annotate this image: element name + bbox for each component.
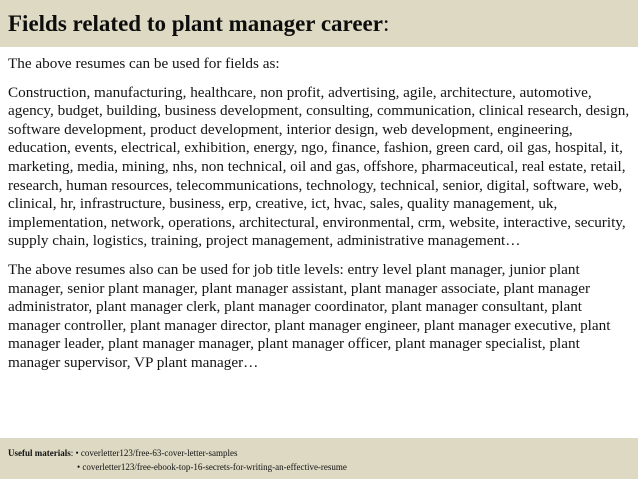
useful-materials-label: Useful materials [8,448,71,458]
slide-title [8,11,389,37]
useful-link-cover-letter-samples[interactable]: • coverletter123/free-63-cover-letter-samples [75,448,238,458]
footer [8,448,632,472]
slide-title-text: Fields related to plant manager career [8,11,383,36]
job-levels-text: The above resumes also can be used for job title levels: entry level plant manager, junior plant manager, senior plant manager, plant manager assistant, plant manager associate, plant manager administrator, plant manager clerk, plant manager coordinator, plant manager consultant, plant manager controller, plant manager director, plant manager engineer, plant manager executive, plant manager leader, plant manager manager, plant manager officer, plant manager specialist, plant manager supervisor, VP plant manager… [8,260,611,371]
useful-materials-row [8,448,237,459]
slide-content [8,55,632,373]
slide-title-colon: : [382,11,390,36]
fields-list-text: Construction, manufacturing, healthcare, non profit, advertising, agile, architecture, automotive, agency, budget, building, business development, consulting, communication, clinical research, design, software development, product development, interior design, web development, engineering, education, events, electrical, exhibition, energy, ngo, finance, fashion, green card, oil gas, hospital, it, marketing, media, mining, nhs, non technical, oil and gas, offshore, pharmaceutical, real estate, retail, research, human resources, telecommunications, technology, technical, senior, digital, software, web, clinical, hr, infrastructure, business, erp, creative, ict, hvac, sales, quality management, uk, implementation, network, operations, architectural, environmental, crm, website, interactive, security, supply chain, logistics, training, project management, administrative management… [8,83,630,250]
useful-link-ebook[interactable]: • coverletter123/free-ebook-top-16-secrets-for-writing-an-effective-resume [77,462,347,472]
intro-text: The above resumes can be used for fields as: [8,55,280,72]
useful-materials-separator: : [70,448,76,458]
